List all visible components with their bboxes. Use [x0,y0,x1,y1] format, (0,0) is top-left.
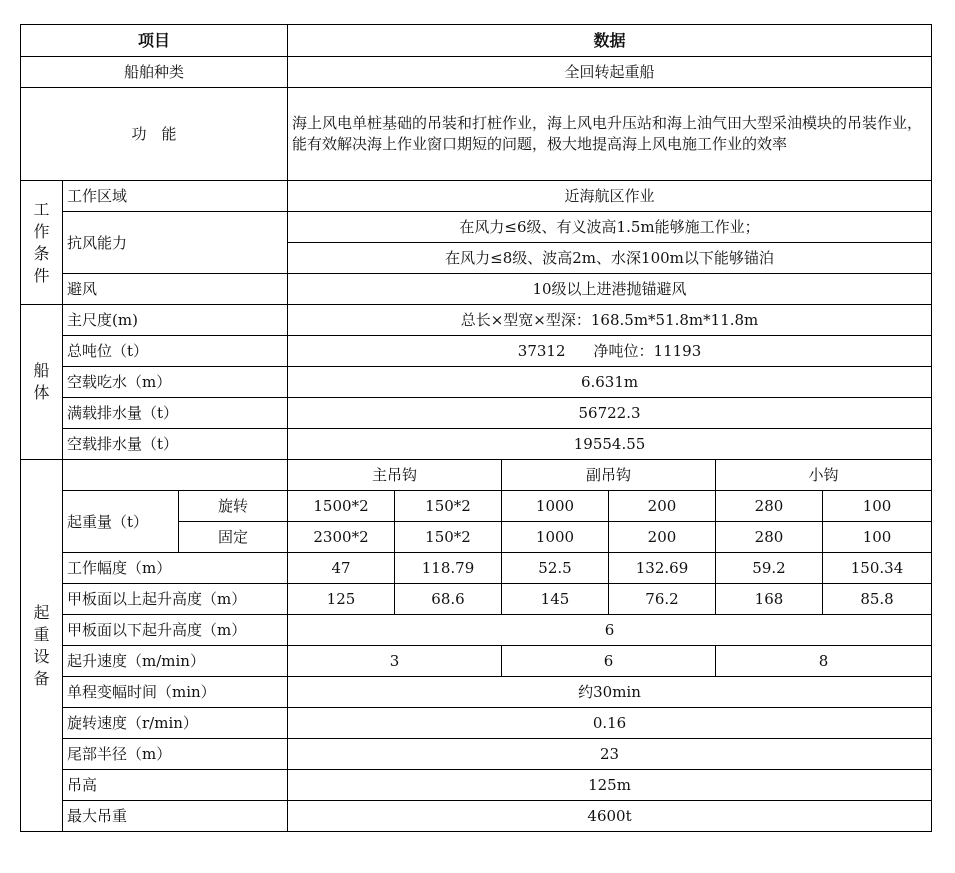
table-row [21,398,932,429]
capacity-label: 起重量（t） [63,491,179,553]
empty-displacement-label: 空载排水量（t） [63,429,288,460]
hook-height-label: 吊高 [63,770,288,801]
table-row [21,677,932,708]
lifting-title: 起重设备 [33,602,50,688]
table-cell: 1000 [502,522,609,553]
table-row [21,212,932,243]
table-row [21,305,932,336]
height-below-value: 6 [288,615,932,646]
working-conditions-title: 工作条件 [33,199,50,285]
table-cell: 100 [823,491,932,522]
hoist-speed-label: 起升速度（m/min） [63,646,288,677]
table-row [21,429,932,460]
luffing-time-value: 约30min [288,677,932,708]
draft-value: 6.631m [288,367,932,398]
ship-type-label: 船舶种类 [21,57,288,88]
working-conditions-group [21,181,63,305]
wind-resistance-label: 抗风能力 [63,212,288,274]
dimensions-value: 总长×型宽×型深：168.5m*51.8m*11.8m [288,305,932,336]
hull-group [21,305,63,460]
tail-radius-label: 尾部半径（m） [63,739,288,770]
table-cell: 6 [502,646,716,677]
working-radius-label: 工作幅度（m） [63,553,288,584]
table-cell: 145 [502,584,609,615]
slew-speed-value: 0.16 [288,708,932,739]
full-displacement-value: 56722.3 [288,398,932,429]
table-cell: 168 [716,584,823,615]
net-tonnage-label: 净吨位： [593,342,654,360]
function-value: 海上风电单桩基础的吊装和打桩作业，海上风电升压站和海上油气田大型采油模块的吊装作业，能有效解决海上作业窗口期短的问题，极大地提高海上风电施工作业的效率 [288,88,932,181]
work-area-label: 工作区域 [63,181,288,212]
rotating-label: 旋转 [179,491,288,522]
table-row [21,646,932,677]
wind-resistance-value-2: 在风力≤8级、波高2m、水深100m以下能够锚泊 [288,243,932,274]
table-cell: 118.79 [395,553,502,584]
tonnage-value [288,336,932,367]
hook-height-value: 125m [288,770,932,801]
table-row [21,336,932,367]
dimensions-label: 主尺度(m) [63,305,288,336]
table-row [21,584,932,615]
shelter-label: 避风 [63,274,288,305]
table-cell: 132.69 [609,553,716,584]
table-row [21,367,932,398]
height-above-label: 甲板面以上起升高度（m） [63,584,288,615]
max-lift-label: 最大吊重 [63,801,288,832]
table-cell: 76.2 [609,584,716,615]
table-cell: 280 [716,522,823,553]
table-cell: 8 [716,646,932,677]
table-cell: 47 [288,553,395,584]
hooks-header-row [21,460,932,491]
gross-tonnage: 37312 [517,342,566,360]
table-cell: 100 [823,522,932,553]
table-cell: 150*2 [395,522,502,553]
table-row [21,181,932,212]
draft-label: 空载吃水（m） [63,367,288,398]
table-row [21,739,932,770]
table-row [21,88,932,181]
table-cell: 280 [716,491,823,522]
tonnage-label: 总吨位（t） [63,336,288,367]
table-cell: 2300*2 [288,522,395,553]
hull-title: 船体 [33,361,50,402]
max-lift-value: 4600t [288,801,932,832]
table-cell: 200 [609,522,716,553]
work-area-value: 近海航区作业 [288,181,932,212]
spec-table [20,24,932,832]
table-cell: 1000 [502,491,609,522]
table-cell: 85.8 [823,584,932,615]
table-cell: 1500*2 [288,491,395,522]
table-row [21,553,932,584]
table-cell: 3 [288,646,502,677]
table-cell: 200 [609,491,716,522]
table-cell: 125 [288,584,395,615]
net-tonnage: 11193 [653,342,702,360]
table-row [21,801,932,832]
table-row [21,708,932,739]
header-data: 数据 [288,25,932,57]
main-hook-header: 主吊钩 [288,460,502,491]
header-item: 项目 [21,25,288,57]
table-cell: 150*2 [395,491,502,522]
luffing-time-label: 单程变幅时间（min） [63,677,288,708]
spec-sheet [20,24,932,832]
table-cell: 52.5 [502,553,609,584]
table-row [21,274,932,305]
function-label: 功 能 [21,88,288,181]
header-row [21,25,932,57]
ship-type-value: 全回转起重船 [288,57,932,88]
fixed-label: 固定 [179,522,288,553]
shelter-value: 10级以上进港抛锚避风 [288,274,932,305]
slew-speed-label: 旋转速度（r/min） [63,708,288,739]
table-cell: 68.6 [395,584,502,615]
table-cell: 150.34 [823,553,932,584]
wind-resistance-value-1: 在风力≤6级、有义波高1.5m能够施工作业； [288,212,932,243]
table-row [21,57,932,88]
table-row [21,491,932,522]
small-hook-header: 小钩 [716,460,932,491]
height-below-label: 甲板面以下起升高度（m） [63,615,288,646]
empty-displacement-value: 19554.55 [288,429,932,460]
table-row [21,770,932,801]
tail-radius-value: 23 [288,739,932,770]
aux-hook-header: 副吊钩 [502,460,716,491]
table-row [21,615,932,646]
table-cell: 59.2 [716,553,823,584]
full-displacement-label: 满载排水量（t） [63,398,288,429]
lifting-group [21,460,63,832]
hooks-header-blank [63,460,288,491]
